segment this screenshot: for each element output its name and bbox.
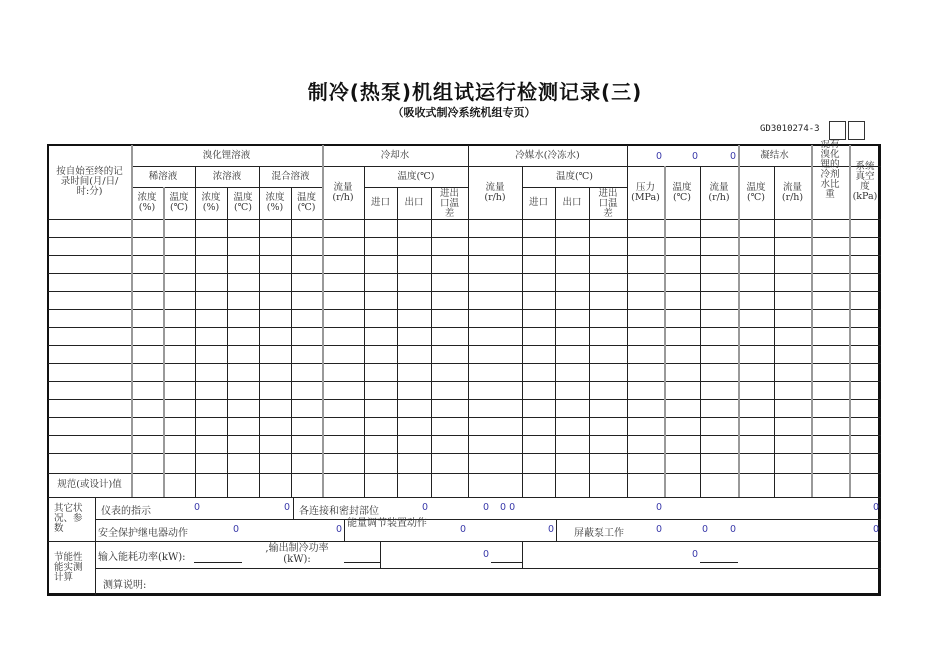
cooling-delta-header: 进出口温差 [439, 188, 459, 219]
condensate-temp-header: 温度(℃) [746, 181, 766, 203]
energy-value-1-underline [491, 562, 522, 563]
other-status-label: 其它状况、参数 [54, 503, 83, 534]
steam-pressure-header: 压力(MPa) [631, 181, 660, 203]
chilled-temp-header: 温度(℃) [555, 170, 594, 182]
steam-flow-header: 流量(r/h) [708, 181, 730, 203]
connections-seals-value-5: 0 [873, 502, 880, 513]
condensate-flow-header: 流量(r/h) [781, 181, 804, 203]
canned-pump-value-2: 0 [702, 524, 709, 535]
output-power-field[interactable] [344, 562, 380, 563]
cooling-water-header: 冷却水 [380, 149, 410, 161]
calc-note-label: 测算说明: [103, 580, 147, 591]
instrument-indication-label: 仪表的指示 [101, 506, 151, 517]
safety-relay-value-2: 0 [336, 524, 343, 535]
energy-value-2: 0 [692, 549, 699, 560]
chilled-inlet-header: 进口 [528, 197, 548, 208]
cooling-inlet-header: 进口 [370, 197, 390, 208]
mixed-solution-header: 混合溶液 [271, 170, 310, 182]
form-code-box-2[interactable] [848, 121, 865, 140]
capacity-control-value-2: 0 [548, 524, 555, 535]
connections-seals-value-4: 0 [656, 502, 663, 513]
energy-value-1: 0 [483, 549, 490, 560]
energy-value-2-underline [700, 562, 738, 563]
concentrated-solution-header: 浓溶液 [212, 170, 242, 182]
mixed-ratio-header: 混有溴化锂的冷剂水比重 [820, 140, 840, 200]
canned-pump-label: 屏蔽泵工作 [574, 528, 624, 539]
dilute-solution-header: 稀溶液 [148, 170, 178, 182]
libr-solution-header: 溴化锂溶液 [202, 149, 251, 161]
page-subtitle: （吸收式制冷系统机组专页） [392, 106, 536, 119]
canned-pump-value-4: 0 [873, 524, 880, 535]
mixed-conc-header: 浓度(%) [265, 192, 285, 213]
connections-seals-label: 各连接和密封部位 [299, 506, 379, 517]
steam-value-2: 0 [692, 151, 699, 162]
chilled-water-header: 冷媒水(冷冻水) [515, 149, 580, 161]
capacity-control-label: 能量调节装置动作 [347, 518, 427, 529]
cooling-outlet-header: 出口 [404, 197, 424, 208]
dilute-conc-header: 浓度(%) [137, 192, 157, 213]
spec-row-label: 规范(或设计)值 [57, 479, 122, 490]
energy-performance-label: 节能性能实测计算 [54, 552, 83, 583]
steam-value-3: 0 [730, 151, 737, 162]
output-power-label: ,输出制冷功率(kW): [265, 543, 329, 565]
cooling-temp-header: 温度(℃) [397, 170, 435, 182]
conc-conc-header: 浓度(%) [201, 192, 221, 213]
input-power-label: 输入能耗功率(kW): [98, 552, 186, 563]
connections-seals-value-3: 0 0 [500, 502, 516, 513]
time-column-header: 按自始至终的记录时间(月/日/时:分) [56, 166, 123, 197]
conc-temp-header: 温度(℃) [233, 192, 253, 213]
steam-temp-header: 温度(℃) [672, 181, 692, 203]
safety-relay-value-1: 0 [233, 524, 240, 535]
canned-pump-value-1: 0 [656, 524, 663, 535]
condensate-header: 凝结水 [760, 149, 789, 161]
vacuum-header: 系统真空度(kPa) [852, 161, 878, 202]
instrument-indication-value-2: 0 [284, 502, 291, 513]
cooling-flow-header: 流量(r/h) [332, 181, 354, 203]
page-title: 制冷(热泵)机组试运行检测记录(三) [307, 80, 643, 104]
chilled-delta-header: 进出口温差 [598, 188, 618, 219]
form-code: GD3010274-3 [760, 124, 820, 134]
steam-value-1: 0 [656, 151, 663, 162]
safety-relay-label: 安全保护继电器动作 [98, 528, 188, 539]
mixed-temp-header: 温度(℃) [296, 192, 316, 213]
input-power-field[interactable] [194, 562, 242, 563]
canned-pump-value-3: 0 [730, 524, 737, 535]
instrument-indication-value-1: 0 [194, 502, 201, 513]
connections-seals-value-2: 0 [483, 502, 490, 513]
form-code-box-1[interactable] [829, 121, 846, 140]
capacity-control-value-1: 0 [460, 524, 467, 535]
dilute-temp-header: 温度(℃) [169, 192, 189, 213]
chilled-outlet-header: 出口 [562, 197, 582, 208]
chilled-flow-header: 流量(r/h) [484, 181, 506, 203]
connections-seals-value-1: 0 [422, 502, 429, 513]
